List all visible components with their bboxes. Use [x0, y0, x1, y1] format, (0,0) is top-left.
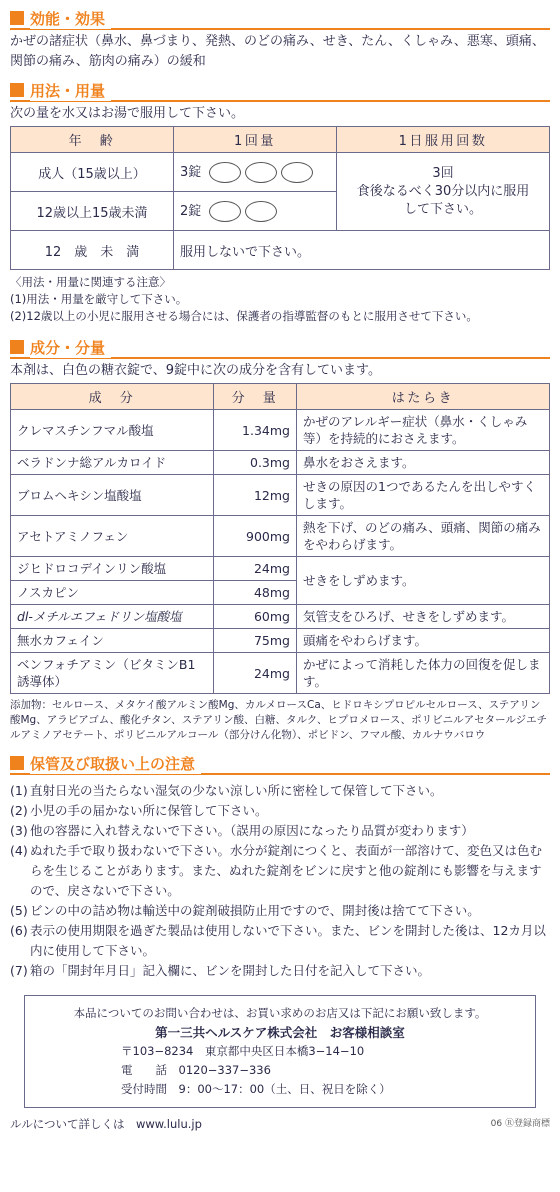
ing-name: ジヒドロコデインリン酸塩 [11, 557, 214, 581]
table-row [11, 475, 550, 516]
dosage-header [10, 80, 550, 102]
list-item: (4) ぬれた手で取り扱わないで下さい。水分が錠剤につくと、表面が一部溶けて、変色又は色むらを生じることがあります。また、ぬれた錠剤をビンに戻すと他の錠剤にも影響を与えますので、戻さないで下さい。 [10, 843, 543, 898]
ing-header-amount: 分 量 [214, 384, 297, 410]
storage-list [10, 781, 550, 981]
dosage-title: 用法・用量 [30, 80, 111, 101]
footer [10, 1116, 550, 1132]
efficacy-header [10, 8, 550, 30]
amount-cell [174, 192, 337, 231]
ing-name: ノスカピン [11, 581, 214, 605]
company-name: 第一三共ヘルスケア株式会社 お客様相談室 [155, 1025, 405, 1040]
ingredients-header [10, 337, 550, 359]
ing-amount: 0.3mg [214, 451, 297, 475]
ing-effect: せきの原因の1つであるたんを出しやすくします。 [297, 475, 550, 516]
phone-number: 0120−337−336 [178, 1063, 271, 1077]
dosage-header-age: 年 齢 [11, 127, 174, 153]
ing-name: ブロムヘキシン塩酸塩 [11, 475, 214, 516]
dosage-note: (2)12歳以上の小児に服用させる場合には、保護者の指導監督のもとに服用させて下さい。 [10, 309, 478, 323]
ing-effect: かぜのアレルギー症状（鼻水・くしゃみ等）を持続的におさえます。 [297, 410, 550, 451]
table-row [11, 629, 550, 653]
age-cell: 12 歳 未 満 [11, 231, 174, 270]
table-row [11, 231, 550, 270]
ing-name: ベラドンナ総アルカロイド [11, 451, 214, 475]
contact-intro: 本品についてのお問い合わせは、お買い求めのお店又は下記にお願い致します。 [73, 1006, 487, 1020]
times-cell [337, 153, 550, 231]
list-item: (7) 箱の「開封年月日」記入欄に、ビンを開封した日付を記入して下さい。 [10, 963, 431, 978]
additives: 添加物：セルロース、メタケイ酸アルミン酸Mg、カルメロースCa、ヒドロキシプロピルセルロース、ステアリン酸Mg、アラビアゴム、酸化チタン、ステアリン酸、白糖、タルク、ヒプロメロース、ポリビニルアセタールジエチルアミノアセテート、ポリビニルアルコール（部分けん化物）、ポビドン、フマル酸、カルナウバロウ [10, 699, 548, 741]
times-count: 3回 [432, 165, 454, 181]
amount-cell: 服用しないで下さい。 [174, 231, 550, 270]
ing-name: dl-メチルエフェドリン塩酸塩 [11, 605, 214, 629]
ing-amount: 60mg [214, 605, 297, 629]
ing-header-name: 成 分 [11, 384, 214, 410]
ing-amount: 12mg [214, 475, 297, 516]
age-cell: 成人（15歳以上） [11, 153, 174, 192]
efficacy-title: 効能・効果 [30, 8, 111, 29]
ing-amount: 900mg [214, 516, 297, 557]
storage-title: 保管及び取扱い上の注意 [30, 753, 201, 774]
ing-amount: 75mg [214, 629, 297, 653]
phone-label: 電 話 [121, 1063, 167, 1077]
table-row [11, 410, 550, 451]
ing-amount: 24mg [214, 557, 297, 581]
amount-text: 2錠 [180, 204, 202, 219]
table-row [11, 516, 550, 557]
package-insert [0, 8, 560, 1192]
table-row [11, 153, 550, 192]
dosage-header-amount: 1回量 [174, 127, 337, 153]
ingredients-intro: 本剤は、白色の糖衣錠で、9錠中に次の成分を含有しています。 [10, 363, 381, 378]
list-item: (1) 直射日光の当たらない湿気の少ない涼しい所に密栓して保管して下さい。 [10, 783, 443, 798]
contact-box [24, 995, 536, 1108]
dosage-note: (1)用法・用量を厳守して下さい。 [10, 292, 188, 306]
ing-amount: 1.34mg [214, 410, 297, 451]
dosage-header-times: 1日服用回数 [337, 127, 550, 153]
table-row [11, 653, 550, 694]
ingredients-title: 成分・分量 [30, 337, 111, 358]
hours-line [121, 1080, 529, 1099]
efficacy-body: かぜの諸症状（鼻水、鼻づまり、発熱、のどの痛み、せき、たん、くしゃみ、悪寒、頭痛、関節の痛み、筋肉の痛み）の緩和 [10, 34, 545, 69]
ing-name: ベンフォチアミン（ビタミンB1誘導体） [11, 653, 214, 694]
hours-value: 9：00〜17：00（土、日、祝日を除く） [178, 1082, 391, 1096]
list-item: (3) 他の容器に入れ替えないで下さい。（誤用の原因になったり品質が変わります） [10, 823, 474, 838]
ing-effect: かぜによって消耗した体力の回復を促します。 [297, 653, 550, 694]
website-link[interactable]: ルルについて詳しくは www.lulu.jp [10, 1117, 202, 1131]
square-bullet-icon [10, 11, 24, 25]
ing-name: クレマスチンフマル酸塩 [11, 410, 214, 451]
square-bullet-icon [10, 756, 24, 770]
list-item: (2) 小児の手の届かない所に保管して下さい。 [10, 803, 268, 818]
dosage-notes-title: 〈用法・用量に関連する注意〉 [10, 275, 171, 289]
table-row [11, 557, 550, 581]
address: 〒103−8234 東京都中央区日本橋3−14−10 [121, 1044, 365, 1058]
dosage-table [10, 126, 550, 270]
square-bullet-icon [10, 83, 24, 97]
amount-text: 3錠 [180, 165, 202, 180]
phone-line [121, 1061, 529, 1080]
ing-effect: 気管支をひろげ、せきをしずめます。 [297, 605, 550, 629]
square-bullet-icon [10, 340, 24, 354]
list-item: (6) 表示の使用期限を過ぎた製品は使用しないで下さい。また、ビンを開封した後は、12カ月以内に使用して下さい。 [10, 923, 546, 958]
times-instruction: 食後なるべく30分以内に服用して下さい。 [356, 183, 530, 217]
ing-header-effect: はたらき [297, 384, 550, 410]
ing-name: アセトアミノフェン [11, 516, 214, 557]
hours-label: 受付時間 [121, 1082, 167, 1096]
tablet-icon [209, 201, 241, 222]
ing-amount: 48mg [214, 581, 297, 605]
trademark-code: 06 Ⓡ登録商標 [490, 1119, 550, 1129]
list-item: (5) ビンの中の詰め物は輸送中の錠剤破損防止用ですので、開封後は捨てて下さい。 [10, 903, 480, 918]
ing-amount: 24mg [214, 653, 297, 694]
ingredients-table [10, 383, 550, 694]
age-cell: 12歳以上15歳未満 [11, 192, 174, 231]
ing-name: 無水カフェイン [11, 629, 214, 653]
tablet-icon [209, 162, 241, 183]
ing-effect: 頭痛をやわらげます。 [297, 629, 550, 653]
dosage-intro: 次の量を水又はお湯で服用して下さい。 [10, 106, 245, 121]
table-row [11, 451, 550, 475]
tablet-icon [245, 201, 277, 222]
ing-effect: 熱を下げ、のどの痛み、頭痛、関節の痛みをやわらげます。 [297, 516, 550, 557]
ing-effect: 鼻水をおさえます。 [297, 451, 550, 475]
amount-cell [174, 153, 337, 192]
storage-header [10, 753, 550, 775]
ing-effect: せきをしずめます。 [297, 557, 550, 605]
table-row [11, 605, 550, 629]
tablet-icon [281, 162, 313, 183]
tablet-icon [245, 162, 277, 183]
